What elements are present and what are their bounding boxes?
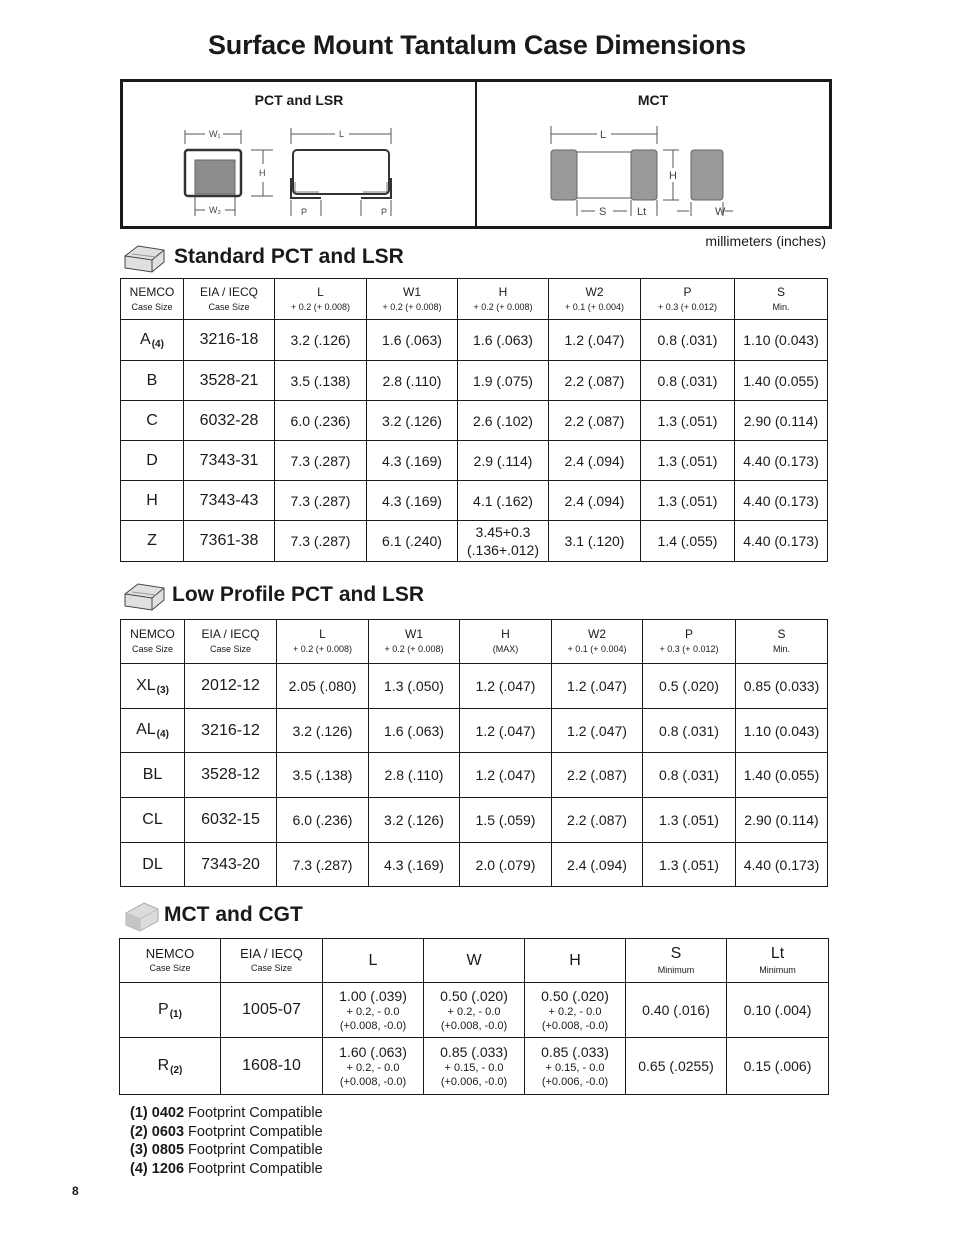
column-header-label: NEMCO (145, 946, 195, 961)
column-header (549, 279, 641, 320)
footnote (130, 1104, 323, 1123)
case-dimension-diagram (120, 79, 832, 229)
column-header-label: L (317, 284, 324, 299)
mct-dimensions-table (119, 938, 829, 1095)
column-header-label: P (684, 627, 693, 641)
case-code: P (158, 1000, 169, 1018)
column-header-label: EIA / IECQ (240, 946, 303, 961)
width2-cell: 2.2 (.087) (552, 798, 643, 843)
tolerance-in: (+0.008, -0.0) (440, 1019, 508, 1032)
column-header-label: W1 (403, 284, 421, 299)
units-note: millimeters (inches) (705, 233, 826, 249)
pct-lsr-diagram-label: PCT and LSR (254, 92, 344, 108)
tolerance-mm: + 0.2, - 0.0 (447, 1005, 501, 1018)
p-dim-cell: 1.3 (.051) (641, 481, 735, 521)
l-dim-label: L (339, 129, 345, 139)
case-code-cell (121, 521, 184, 562)
s-dim-cell: 0.40 (.016) (626, 983, 727, 1038)
case-code: D (146, 451, 158, 469)
s-dim-cell: 2.90 (0.114) (735, 401, 828, 441)
column-header-tolerance: + 0.2 (+ 0.008) (290, 301, 351, 312)
footnote (130, 1160, 323, 1179)
length-cell: 7.3 (.287) (277, 843, 369, 887)
case-code: AL (136, 721, 156, 738)
l-dim-cell (323, 1038, 424, 1095)
column-header-tolerance: + 0.1 (+ 0.004) (567, 644, 627, 654)
eia-code-cell: 3216-12 (185, 709, 277, 753)
s-dim-cell: 4.40 (0.173) (735, 441, 828, 481)
width1-cell: 3.2 (.126) (369, 798, 460, 843)
lowprofile-heading-text: Low Profile PCT and LSR (172, 583, 425, 606)
table-row (121, 361, 828, 401)
width1-cell: 1.6 (.063) (369, 709, 460, 753)
column-header-tolerance: Case Size (131, 301, 173, 312)
column-header-tolerance: Case Size (131, 644, 174, 654)
w-dim-cell (424, 1038, 525, 1095)
eia-code-cell: 7343-31 (184, 441, 275, 481)
p-dim-cell: 0.8 (.031) (643, 753, 736, 798)
height-cell: 1.5 (.059) (460, 798, 552, 843)
column-header-label: S (670, 944, 682, 962)
column-header-label: H (569, 951, 581, 969)
mct-drawing (477, 82, 829, 226)
column-header-label: S (777, 627, 786, 641)
mct-chip-icon (122, 897, 160, 933)
tantalum-chip-icon (122, 578, 166, 612)
case-code: C (146, 411, 158, 429)
page-title: Surface Mount Tantalum Case Dimensions (207, 30, 746, 60)
width2-cell: 2.4 (.094) (549, 441, 641, 481)
column-header-tolerance: + 0.3 (+ 0.012) (657, 301, 718, 312)
mct-diagram (475, 82, 829, 226)
s-dim-cell: 2.90 (0.114) (736, 798, 828, 843)
s-dim-cell: 4.40 (0.173) (736, 843, 828, 887)
eia-code-cell: 3528-21 (184, 361, 275, 401)
case-code-cell (121, 753, 185, 798)
column-header-label: W2 (588, 627, 606, 641)
width1-cell: 4.3 (.169) (367, 481, 458, 521)
lt-dim-cell: 0.10 (.004) (727, 983, 829, 1038)
table-row (120, 1038, 829, 1095)
case-code-cell (121, 320, 184, 361)
footnote-number: (2) 0603 (130, 1123, 185, 1140)
footnote-ref: (4) (156, 729, 169, 740)
standard-section-heading (122, 240, 404, 274)
case-code-cell (120, 983, 221, 1038)
column-header-label: Lt (770, 944, 785, 962)
width1-cell: 3.2 (.126) (367, 401, 458, 441)
table-row (121, 441, 828, 481)
column-header-label: L (368, 951, 378, 969)
column-header-tolerance: Min. (772, 301, 790, 312)
column-header (736, 620, 828, 664)
case-code-cell (120, 1038, 221, 1095)
mct-s-dim-label: S (599, 206, 607, 218)
column-header-label: EIA / IECQ (201, 627, 260, 641)
column-header-tolerance: Case Size (250, 963, 293, 973)
column-header (323, 939, 424, 983)
height-cell: 2.9 (.114) (458, 441, 549, 481)
standard-dimensions-table (120, 278, 828, 562)
width2-cell: 2.4 (.094) (552, 843, 643, 887)
lowprofile-section-heading (122, 578, 424, 612)
s-dim-cell: 1.40 (0.055) (736, 753, 828, 798)
w1-dim-label: W₁ (209, 129, 221, 139)
column-header-tolerance: (MAX) (492, 644, 519, 654)
length-cell: 3.2 (.126) (277, 709, 369, 753)
column-header (369, 620, 460, 664)
column-header (460, 620, 552, 664)
p-dim-cell: 0.8 (.031) (643, 709, 736, 753)
height-cell: 1.2 (.047) (460, 753, 552, 798)
pct-lsr-diagram (123, 82, 475, 226)
height-cell: 1.6 (.063) (458, 320, 549, 361)
height-cell: 4.1 (.162) (458, 481, 549, 521)
footnote-ref: (3) (156, 684, 169, 696)
height-cell: 1.2 (.047) (460, 709, 552, 753)
footnote-number: (1) 0402 (130, 1105, 185, 1121)
table-row (121, 753, 828, 798)
footnote-ref: (4) (151, 338, 164, 350)
column-header (727, 939, 829, 983)
column-header (643, 620, 736, 664)
length-cell: 6.0 (.236) (277, 798, 369, 843)
length-cell: 2.05 (.080) (277, 664, 369, 709)
footnote (130, 1141, 323, 1160)
case-code: DL (142, 855, 163, 873)
column-header (424, 939, 525, 983)
table-row (121, 798, 828, 843)
width1-cell: 4.3 (.169) (367, 441, 458, 481)
p-dim-cell: 0.5 (.020) (643, 664, 736, 709)
w2-dim-label: W₂ (209, 205, 221, 215)
footnote-ref: (2) (170, 1064, 183, 1076)
column-header (121, 620, 185, 664)
table-row (121, 709, 828, 753)
width1-cell: 1.6 (.063) (367, 320, 458, 361)
tolerance-in: (+0.008, -0.0) (339, 1075, 407, 1088)
pct-lsr-drawing (123, 82, 475, 226)
column-header (458, 279, 549, 320)
mct-l-dim-label: L (600, 129, 607, 141)
nominal-value: 0.85 (.033) (541, 1043, 609, 1060)
column-header-tolerance: Min. (772, 644, 790, 654)
length-cell: 7.3 (.287) (275, 481, 367, 521)
tolerance-mm: + 0.2, - 0.0 (548, 1005, 602, 1018)
case-code: XL (136, 676, 156, 694)
case-code: H (146, 491, 158, 509)
width2-cell: 1.2 (.047) (552, 664, 643, 709)
column-header (120, 939, 221, 983)
case-code-cell (121, 401, 184, 441)
tolerance-in: (+0.006, -0.0) (541, 1075, 609, 1088)
eia-code-cell: 3216-18 (184, 320, 275, 361)
column-header-label: W2 (585, 284, 604, 299)
width2-cell: 2.2 (.087) (549, 361, 641, 401)
case-code-cell (121, 441, 184, 481)
height-cell (458, 521, 549, 562)
p-dim-cell: 1.4 (.055) (641, 521, 735, 562)
tolerance-mm: + 0.15, - 0.0 (545, 1061, 605, 1074)
column-header (277, 620, 369, 664)
footnote-text: Footprint Compatible (184, 1123, 323, 1140)
p-dim-cell: 0.8 (.031) (641, 361, 735, 401)
nominal-value: 0.85 (.033) (440, 1043, 508, 1060)
case-code: CL (142, 811, 163, 828)
mct-diagram-label: MCT (637, 92, 669, 108)
case-code-cell (121, 798, 185, 843)
length-cell: 7.3 (.287) (275, 521, 367, 562)
table-row (121, 320, 828, 361)
mct-w-dim-label: W (715, 206, 726, 218)
column-header-tolerance: + 0.2 (+ 0.008) (384, 644, 444, 654)
tolerance-in: (+0.008, -0.0) (541, 1019, 609, 1032)
case-code-cell (121, 709, 185, 753)
p-dim-cell: 1.3 (.051) (643, 843, 736, 887)
length-cell: 7.3 (.287) (275, 441, 367, 481)
case-code-cell (121, 481, 184, 521)
eia-code-cell: 3528-12 (185, 753, 277, 798)
footnote-text: Footprint Compatible (184, 1161, 323, 1178)
table-row (120, 983, 829, 1038)
nominal-value: 0.50 (.020) (440, 987, 508, 1004)
case-code: R (157, 1056, 170, 1074)
mct-h-dim-label: H (669, 170, 677, 182)
column-header-label: L (319, 627, 326, 641)
page-number: 8 (72, 1184, 79, 1198)
column-header (185, 620, 277, 664)
length-cell: 3.5 (.138) (277, 753, 369, 798)
case-code-cell (121, 843, 185, 887)
s-dim-cell: 4.40 (0.173) (735, 481, 828, 521)
eia-code-cell: 7343-43 (184, 481, 275, 521)
nominal-value: 1.00 (.039) (339, 987, 407, 1004)
width2-cell: 2.2 (.087) (552, 753, 643, 798)
s-dim-cell: 1.40 (0.055) (735, 361, 828, 401)
footnote (130, 1123, 323, 1142)
column-header (626, 939, 727, 983)
tolerance-in: (+0.008, -0.0) (339, 1019, 407, 1032)
width1-cell: 6.1 (.240) (367, 521, 458, 562)
s-dim-cell: 4.40 (0.173) (735, 521, 828, 562)
tolerance-mm: + 0.15, - 0.0 (444, 1061, 504, 1074)
eia-code-cell: 7343-20 (185, 843, 277, 887)
footnote-ref: (1) (169, 1008, 182, 1020)
column-header-label: W1 (405, 627, 423, 641)
eia-code-cell: 1005-07 (221, 983, 323, 1038)
standard-heading-text: Standard PCT and LSR (174, 245, 404, 268)
lowprofile-dimensions-table (120, 619, 828, 887)
width2-cell: 1.2 (.047) (549, 320, 641, 361)
eia-code-cell: 6032-28 (184, 401, 275, 441)
length-cell: 3.5 (.138) (275, 361, 367, 401)
width1-cell: 4.3 (.169) (369, 843, 460, 887)
l-dim-cell (323, 983, 424, 1038)
column-header (367, 279, 458, 320)
column-header (184, 279, 275, 320)
column-header-label: S (776, 284, 785, 299)
height-cell: 1.2 (.047) (460, 664, 552, 709)
column-header (121, 279, 184, 320)
p-dim-label-left: P (301, 207, 308, 217)
case-code: A (140, 330, 151, 348)
column-header-label: P (683, 284, 692, 299)
lt-dim-cell: 0.15 (.006) (727, 1038, 829, 1095)
eia-code-cell: 6032-15 (185, 798, 277, 843)
case-code: B (146, 371, 158, 389)
height-nominal: 3.45+0.3 (475, 524, 531, 540)
column-header-label: EIA / IECQ (199, 284, 259, 299)
column-header (275, 279, 367, 320)
eia-code-cell: 7361-38 (184, 521, 275, 562)
footnote-text: Footprint Compatible (184, 1142, 323, 1159)
s-dim-cell: 0.85 (0.033) (736, 664, 828, 709)
eia-code-cell: 2012-12 (185, 664, 277, 709)
column-header-tolerance: + 0.1 (+ 0.004) (564, 301, 625, 312)
footnote-number: (3) 0805 (130, 1142, 185, 1159)
h-dim-cell (525, 983, 626, 1038)
footnotes (130, 1104, 323, 1179)
column-header-tolerance: Case Size (209, 644, 252, 654)
s-dim-cell: 0.65 (.0255) (626, 1038, 727, 1095)
table-row (121, 481, 828, 521)
height-cell: 1.9 (.075) (458, 361, 549, 401)
column-header-tolerance: Case Size (208, 301, 250, 312)
table-row (121, 521, 828, 562)
h-dim-label: H (259, 168, 266, 178)
s-dim-cell: 1.10 (0.043) (735, 320, 828, 361)
height-cell: 2.0 (.079) (460, 843, 552, 887)
tolerance-mm: + 0.2, - 0.0 (346, 1005, 400, 1018)
mct-lt-dim-label: Lt (637, 206, 647, 218)
eia-code-cell: 1608-10 (221, 1038, 323, 1095)
column-header-tolerance: Case Size (149, 963, 191, 973)
nominal-value: 0.50 (.020) (541, 987, 609, 1004)
column-header-label: W (466, 951, 482, 969)
mct-section-heading (122, 897, 303, 933)
column-header-tolerance: + 0.2 (+ 0.008) (473, 301, 533, 312)
column-header-label: H (498, 284, 508, 299)
column-header (552, 620, 643, 664)
column-header-label: NEMCO (130, 627, 175, 641)
nominal-value: 1.60 (.063) (339, 1043, 407, 1060)
tantalum-chip-icon (122, 240, 166, 274)
w-dim-cell (424, 983, 525, 1038)
table-row (121, 843, 828, 887)
column-header (735, 279, 828, 320)
case-code: Z (147, 532, 157, 549)
width2-cell: 2.2 (.087) (549, 401, 641, 441)
tolerance-mm: + 0.2, - 0.0 (346, 1061, 400, 1074)
p-dim-cell: 1.3 (.051) (641, 441, 735, 481)
case-code-cell (121, 664, 185, 709)
length-cell: 3.2 (.126) (275, 320, 367, 361)
table-row (121, 664, 828, 709)
column-header (641, 279, 735, 320)
column-header-tolerance: Minimum (657, 964, 695, 975)
height-inches: (.136+.012) (467, 542, 539, 558)
column-header-tolerance: + 0.2 (+ 0.008) (292, 644, 353, 654)
s-dim-cell: 1.10 (0.043) (736, 709, 828, 753)
width1-cell: 1.3 (.050) (369, 664, 460, 709)
p-dim-cell: 1.3 (.051) (643, 798, 736, 843)
column-header-tolerance: + 0.3 (+ 0.012) (659, 644, 719, 654)
p-dim-label-right: P (381, 207, 388, 217)
column-header (525, 939, 626, 983)
mct-heading-text: MCT and CGT (164, 903, 303, 926)
width2-cell: 3.1 (.120) (549, 521, 641, 562)
height-cell: 2.6 (.102) (458, 401, 549, 441)
width2-cell: 2.4 (.094) (549, 481, 641, 521)
column-header-label: H (501, 627, 510, 641)
length-cell: 6.0 (.236) (275, 401, 367, 441)
footnote-text: Footprint Compatible (184, 1105, 323, 1121)
table-row (121, 401, 828, 441)
column-header-tolerance: + 0.2 (+ 0.008) (382, 301, 442, 312)
width1-cell: 2.8 (.110) (367, 361, 458, 401)
footnote-number: (4) 1206 (130, 1161, 185, 1178)
column-header (221, 939, 323, 983)
case-code: BL (142, 766, 163, 783)
width1-cell: 2.8 (.110) (369, 753, 460, 798)
tolerance-in: (+0.006, -0.0) (440, 1075, 508, 1088)
width2-cell: 1.2 (.047) (552, 709, 643, 753)
column-header-label: NEMCO (129, 284, 175, 299)
h-dim-cell (525, 1038, 626, 1095)
case-code-cell (121, 361, 184, 401)
p-dim-cell: 1.3 (.051) (641, 401, 735, 441)
column-header-tolerance: Minimum (759, 964, 796, 975)
p-dim-cell: 0.8 (.031) (641, 320, 735, 361)
